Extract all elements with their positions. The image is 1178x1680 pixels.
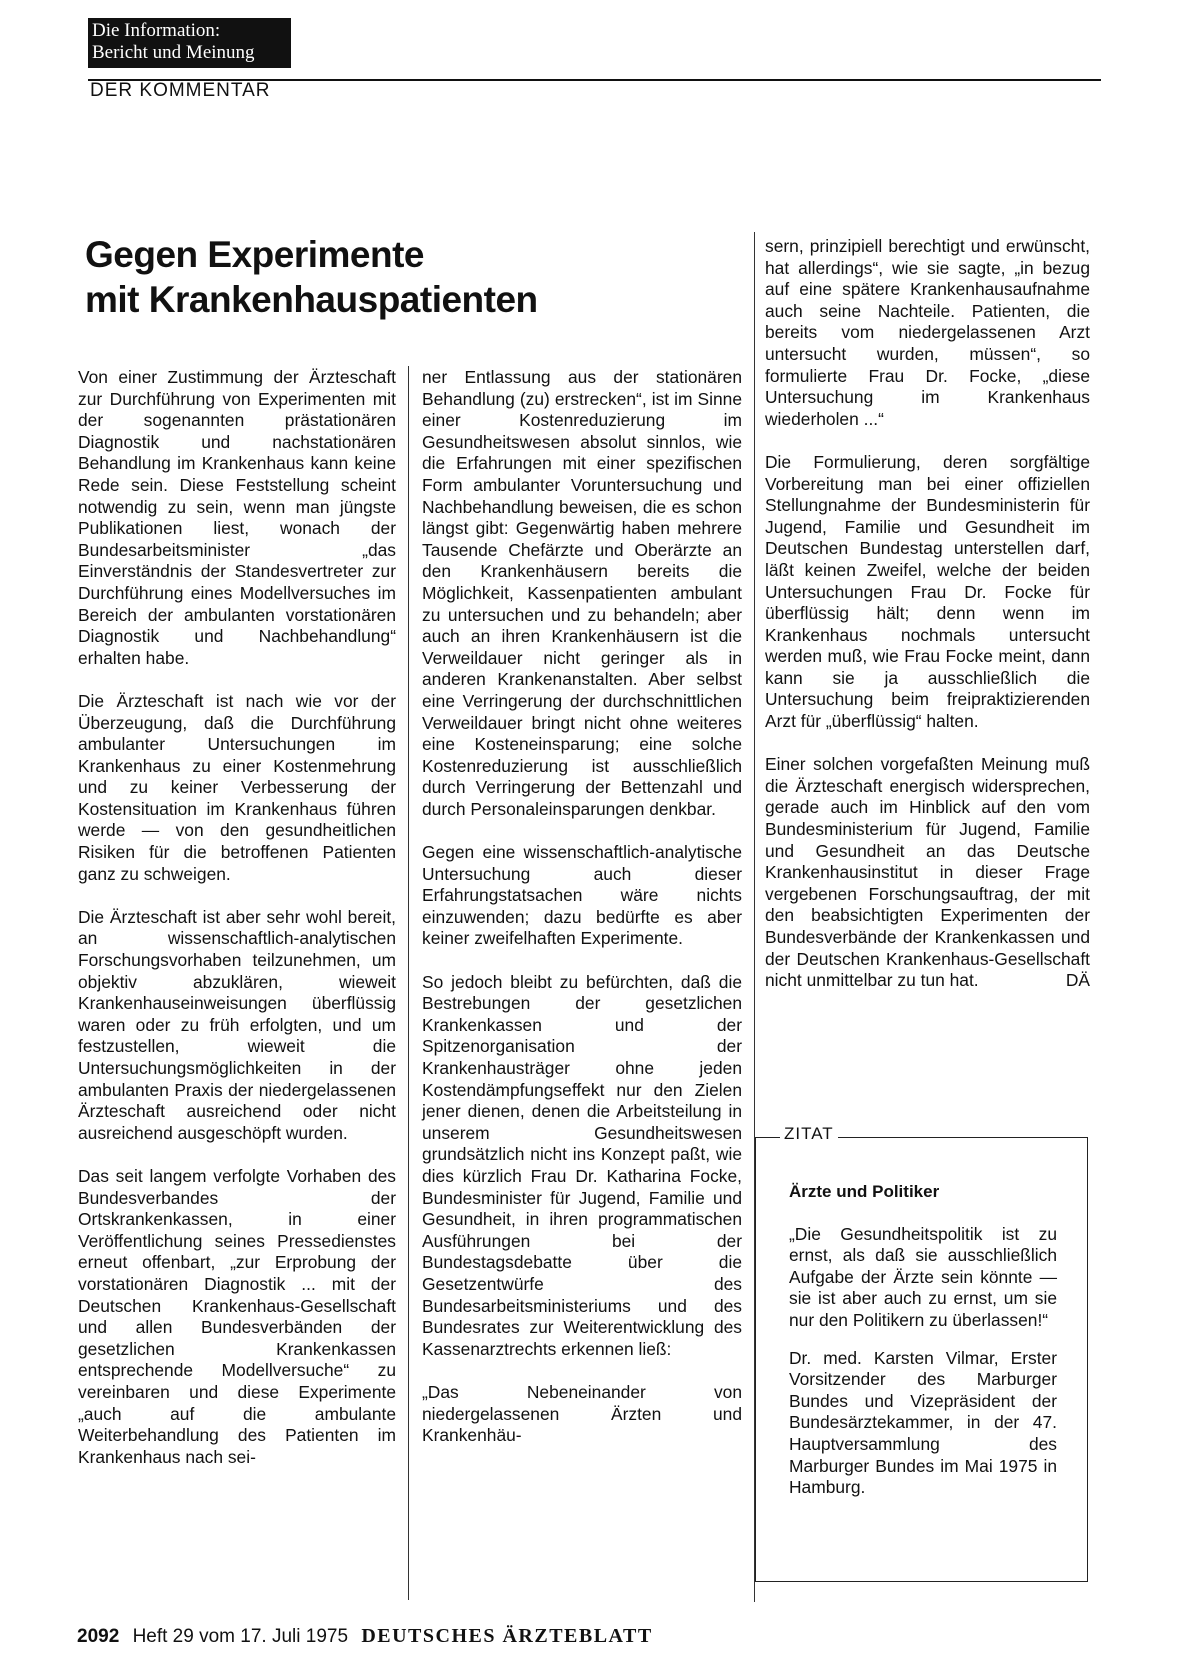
- paragraph: Das seit langem verfolgte Vorhaben des Bundesverbandes der Ortskrankenkassen, in einer Veröffentlichung seines Pressedienstes erneut offenbart, „zur Erprobung der vorstationären Diagnostik ... mit der Deutschen Krankenhaus-Gesellschaft und allen Bundesverbänden der gesetzlichen Krankenkassen entsprechende Modellversuche“ zu vereinbaren und diese Experimente „auch auf die ambulante Weiterbehandlung des Patienten im Krankenhaus nach sei-: [78, 1165, 396, 1467]
- paragraph: Die Ärzteschaft ist aber sehr wohl bereit, an wissenschaftlich-analytischen Forschungsvorhaben teilzunehmen, um objektiv abzuklären, wieweit Krankenhauseinweisungen überflüssig waren oder zu früh erfolgten, und um festzustellen, wieweit die Untersuchungsmöglichkeiten in der ambulanten Praxis der niedergelassenen Ärzteschaft ausreichend oder nicht ausreichend ausgeschöpft wurden.: [78, 906, 396, 1143]
- paragraph: „Das Nebeneinander von niedergelassenen Ärzten und Krankenhäu-: [422, 1381, 742, 1446]
- paragraph: Die Ärzteschaft ist nach wie vor der Überzeugung, daß die Durchführung ambulanter Untersuchungen im Krankenhaus zu einer Kostenmehrung und zu keiner Verbesserung der Kostensituation im Krankenhaus führen werde — von den gesundheitlichen Risiken für die betroffenen Patienten ganz zu schweigen.: [78, 690, 396, 884]
- column-1: [78, 367, 396, 1490]
- magazine-name: DEUTSCHES ÄRZTEBLATT: [361, 1625, 653, 1647]
- article-title: [85, 232, 538, 322]
- title-line-2: mit Krankenhauspatienten: [85, 279, 538, 320]
- kicker-box: [88, 18, 291, 68]
- paragraph: Von einer Zustimmung der Ärzteschaft zur Durchführung von Experimenten mit der sogenannten prästationären Diagnostik und nachstationären Behandlung im Krankenhaus kann keine Rede sein. Diese Feststellung scheint notwendig zu sein, wenn man jüngste Publikationen liest, wonach der Bundesarbeitsminister „das Einverständnis der Standesvertreter zur Durchführung eines Modellversuches im Bereich der ambulanten vorstationären Diagnostik und Nachbehandlung“ erhalten habe.: [78, 367, 396, 668]
- quote-heading: Ärzte und Politiker: [789, 1182, 940, 1201]
- page-number: 2092: [77, 1626, 120, 1647]
- kicker-line-1: Die Information:: [92, 20, 221, 41]
- page-footer: [77, 1625, 653, 1648]
- paragraph: sern, prinzipiell berechtigt und erwünscht, hat allerdings“, wie sie sagte, „in bezug auf eine spätere Krankenhausaufnahme auch seine Nachteile. Patienten, die bereits vom niedergelassenen Arzt untersucht wurden, müssen“, so formulierte Frau Dr. Focke, „diese Untersuchung im Krankenhaus wiederholen ...“: [765, 236, 1090, 429]
- column-2: [422, 367, 742, 1468]
- author-signature: DÄ: [1065, 970, 1090, 991]
- paragraph: So jedoch bleibt zu befürchten, daß die Bestrebungen der gesetzlichen Krankenkassen und der Spitzenorganisation der Krankenhausträger ohne jeden Kostendämpfungseffekt nur den Zielen jener dienen, denen die Arbeitsteilung in unserem Gesundheitswesen grundsätzlich nicht ins Konzept paßt, wie dies kürzlich Frau Dr. Katharina Focke, Bundesminister für Jugend, Familie und Gesundheit, in ihren programmatischen Ausführungen bei der Bundestagsdebatte über die Gesetzentwürfe des Bundesarbeitsministeriums und des Bundesrates zur Weiterentwicklung des Kassenarztrechts erkennen ließ:: [422, 971, 742, 1359]
- column-divider-1: [408, 366, 409, 1600]
- section-label: DER KOMMENTAR: [90, 80, 271, 101]
- paragraph-text: Einer solchen vorgefaßten Meinung muß die Ärzteschaft energisch widersprechen, gerade auch im Hinblick auf den vom Bundesministerium für Jugend, Familie und Gesundheit an das Deutsche Krankenhausinstitut in dieser Frage vergebenen Forschungsauftrag, der mit den beabsichtigten Experimenten der Bundesverbände der Krankenkassen und der Deutschen Krankenhaus-Gesellschaft nicht unmittelbar zu tun hat.: [765, 754, 1090, 991]
- paragraph: Gegen eine wissenschaftlich-analytische Untersuchung auch dieser Erfahrungstatsachen wäre nichts einzuwenden; dazu bedürfte es aber keiner zweifelhaften Experimente.: [422, 842, 742, 949]
- quote-body: [789, 1181, 1057, 1515]
- title-line-1: Gegen Experimente: [85, 234, 425, 275]
- paragraph: [765, 754, 1090, 992]
- paragraph: ner Entlassung aus der stationären Behandlung (zu) erstrecken“, ist im Sinne einer Kostenreduzierung im Gesundheitswesen absolut sinnlos, wie die Erfahrungen mit einer spezifischen Form ambulanter Voruntersuchung und Nachbehandlung beweisen, die es schon längst gibt: Gegenwärtig haben mehrere Tausende Chefärzte und Oberärzte an den Krankenhäusern bereits die Möglichkeit, Kassenpatienten ambulant zu untersuchen und zu behandeln; aber auch an ihren Krankenhäusern ist die Verweildauer nicht geringer als in anderen Krankenanstalten. Aber selbst eine Verringerung der durchschnittlichen Verweildauer bringt nicht ohne weiteres eine Kosteneinsparung; eine solche Kostenreduzierung ist ausschließlich durch Verringerung der Bettenzahl und durch Personaleinsparungen denkbar.: [422, 367, 742, 819]
- column-3: [765, 236, 1090, 1013]
- quote-source: Dr. med. Karsten Vilmar, Erster Vorsitzender des Marburger Bundes und Vizepräsident der Bundesärztekammer, in der 47. Hauptversammlung des Marburger Bundes im Mai 1975 in Hamburg.: [789, 1347, 1057, 1498]
- issue-info: Heft 29 vom 17. Juli 1975: [132, 1626, 349, 1647]
- quote-label: ZITAT: [780, 1124, 838, 1144]
- quote-text: „Die Gesundheitspolitik ist zu ernst, als daß sie ausschließlich Aufgabe der Ärzte sein könnte — sie ist aber auch zu ernst, um sie nur den Politikern zu überlassen!“: [789, 1223, 1057, 1330]
- kicker-line-2: Bericht und Meinung: [92, 42, 255, 63]
- paragraph: Die Formulierung, deren sorgfältige Vorbereitung man bei einer offiziellen Stellungnahme der Bundesministerin für Jugend, Familie und Gesundheit im Deutschen Bundestag unterstellen darf, läßt keinen Zweifel, welche der beiden Untersuchungen Frau Dr. Focke für überflüssig hält; denn wenn im Krankenhaus nochmals untersucht werden muß, wie Frau Focke meint, dann kann sie ja ausschließlich die Untersuchung beim freipraktizierenden Arzt für „überflüssig“ halten.: [765, 451, 1090, 732]
